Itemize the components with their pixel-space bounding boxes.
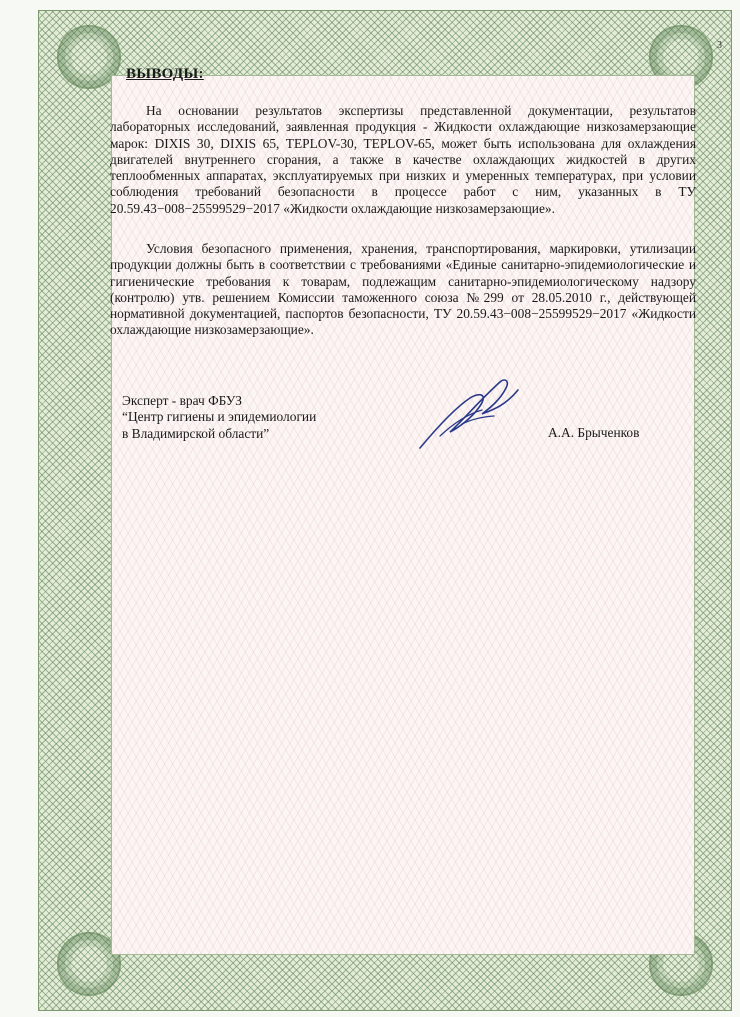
signatory-organization: “Центр гигиены и эпидемиологии: [122, 409, 317, 425]
handwritten-signature: [410, 370, 530, 455]
signatory-region: в Владимирской области”: [122, 425, 270, 441]
signatory-position: Эксперт - врач ФБУЗ: [122, 393, 242, 408]
conclusion-paragraph: На основании результатов экспертизы представленной документации, результатов лабораторных исследований, заявленная продукция - Жидкости охлаждающие низкозамерзающие марок: DIXIS 30, DIXIS 65, TEPLOV-30, TEPLOV-65, может быть использована для охлаждения двигателей внутреннего сгорания, а также в качестве охлаждающих жидкостей в других теплообменных аппаратах, эксплуатируемых при низких и умеренных температурах, при условии соблюдения требований безопасности в процессе работ с ним, указанных в ТУ 20.59.43−008−25599529−2017 «Жидкости охлаждающие низкозамерзающие».: [110, 103, 696, 216]
safety-conditions-paragraph: Условия безопасного применения, хранения, транспортирования, маркировки, утилизации продукции должны быть в соответствии с требованиями «Единые санитарно-эпидемиологические и гигиенические требования к товарам, подлежащим санитарно-эпидемиологическому надзору (контролю) утв. решением Комиссии таможенного союза №299 от 28.05.2010 г., действующей нормативной документацией, паспортов безопасности, ТУ 20.59.43−008−25599529−2017 «Жидкости охлаждающие низкозамерзающие».: [110, 241, 696, 338]
section-heading: ВЫВОДЫ:: [126, 66, 204, 82]
signer-name: А.А. Брыченков: [548, 425, 640, 440]
page-number: 3: [717, 40, 722, 51]
signatory-title-block: [122, 393, 316, 442]
